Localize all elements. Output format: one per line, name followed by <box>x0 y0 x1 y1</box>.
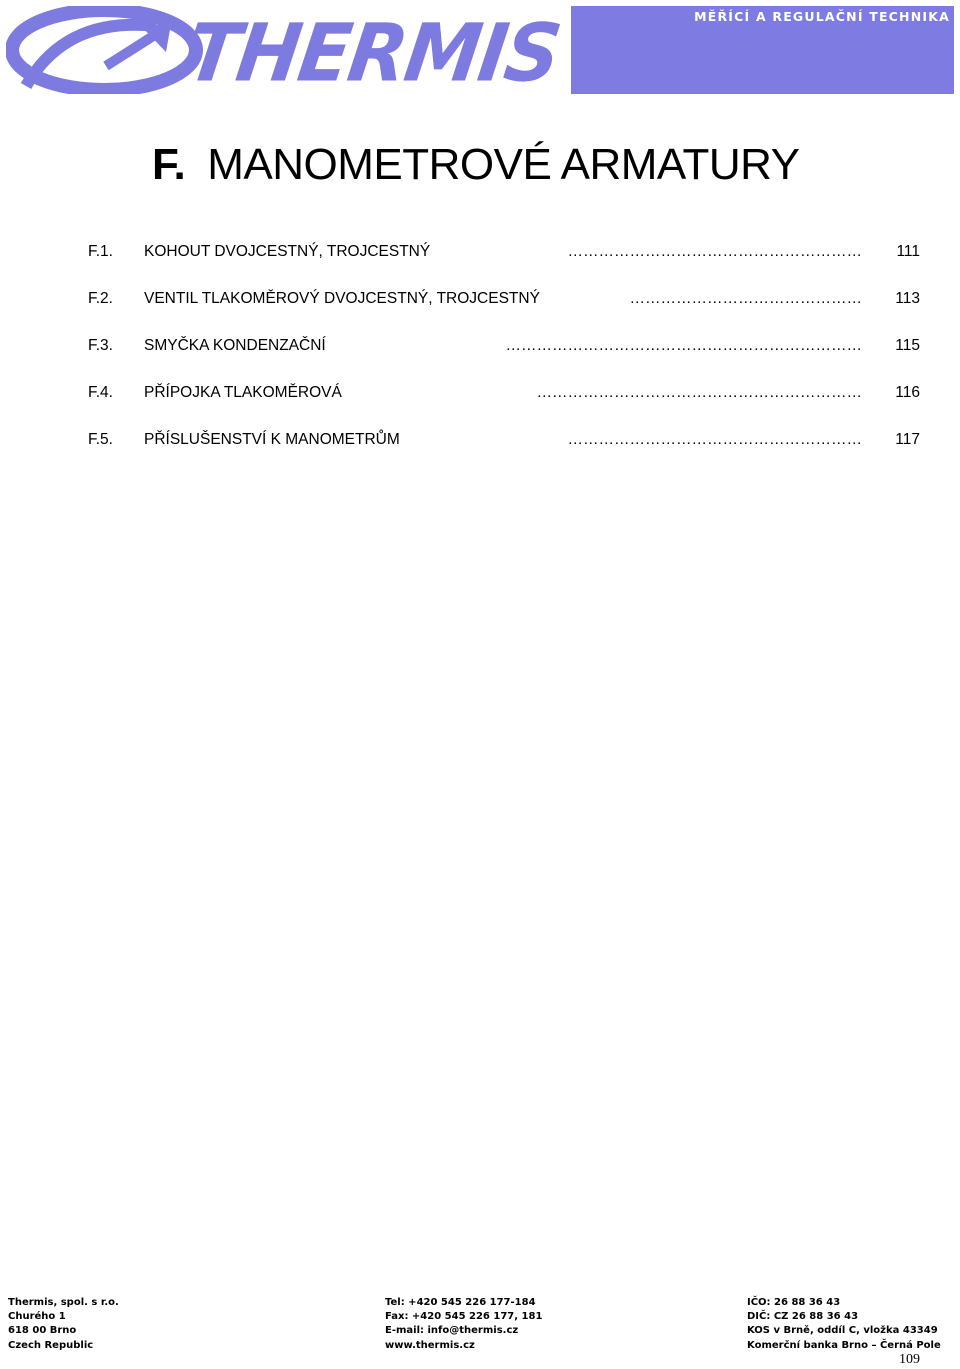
header-banner <box>6 5 954 100</box>
footer-line: 618 00 Brno <box>8 1325 77 1337</box>
logo-text: THERMIS <box>181 5 565 100</box>
footer-contact <box>385 1296 542 1353</box>
toc-row[interactable] <box>88 337 920 384</box>
footer-line: Czech Republic <box>8 1339 94 1351</box>
toc-page-number: 116 <box>895 384 920 401</box>
footer-website[interactable]: www.thermis.cz <box>385 1339 475 1351</box>
toc-leader-dots: ……………………………………… <box>629 290 862 307</box>
toc-page-number: 113 <box>895 290 920 307</box>
title-text: MANOMETROVÉ ARMATURY <box>207 140 800 189</box>
footer-registration <box>747 1296 941 1353</box>
logo-swoosh-icon <box>6 6 206 94</box>
toc-row[interactable] <box>88 384 920 431</box>
toc-row[interactable] <box>88 290 920 337</box>
toc-number: F.3. <box>88 337 113 354</box>
toc-leader-dots: ………………………………………………… <box>567 243 862 260</box>
toc-row[interactable] <box>88 243 920 290</box>
thermis-logo <box>6 5 571 100</box>
page-number: 109 <box>899 1352 920 1367</box>
title-letter: F. <box>152 140 186 189</box>
footer-email[interactable]: E-mail: info@thermis.cz <box>385 1325 519 1337</box>
footer-fax: Fax: +420 545 226 177, 181 <box>385 1311 543 1323</box>
toc-leader-dots: ……………………………………………………… <box>536 384 862 401</box>
tagline: MĚŘÍCÍ A REGULAČNÍ TECHNIKA <box>694 9 950 24</box>
toc-number: F.5. <box>88 431 113 448</box>
toc-number: F.4. <box>88 384 113 401</box>
toc-title: PŘÍSLUŠENSTVÍ K MANOMETRŮM <box>144 431 400 448</box>
footer-line: IČO: 26 88 36 43 <box>747 1297 841 1308</box>
toc-title: VENTIL TLAKOMĚROVÝ DVOJCESTNÝ, TROJCESTNÝ <box>144 290 540 307</box>
toc-title: KOHOUT DVOJCESTNÝ, TROJCESTNÝ <box>144 243 431 260</box>
footer-line: Komerční banka Brno – Černá Pole <box>747 1339 941 1351</box>
toc-page-number: 117 <box>895 431 920 448</box>
toc-leader-dots: ………………………………………………… <box>567 431 862 448</box>
toc-leader-dots: …………………………………………………………… <box>505 337 862 354</box>
footer-phone: Tel: +420 545 226 177-184 <box>385 1297 536 1308</box>
toc-row[interactable] <box>88 431 920 478</box>
toc-title: SMYČKA KONDENZAČNÍ <box>144 337 326 354</box>
footer-line: KOS v Brně, oddíl C, vložka 43349 <box>747 1325 938 1337</box>
footer-line: Thermis, spol. s r.o. <box>8 1297 119 1308</box>
toc-number: F.1. <box>88 243 113 260</box>
tagline-block <box>571 6 954 94</box>
toc-page-number: 115 <box>895 337 920 354</box>
page-title <box>152 140 799 190</box>
footer-line: DIČ: CZ 26 88 36 43 <box>747 1311 859 1323</box>
footer-company <box>8 1296 119 1353</box>
toc-number: F.2. <box>88 290 113 307</box>
footer-line: Churého 1 <box>8 1311 66 1323</box>
toc-title: PŘÍPOJKA TLAKOMĚROVÁ <box>144 384 342 401</box>
toc-page-number: 111 <box>896 243 920 260</box>
table-of-contents <box>88 243 920 478</box>
